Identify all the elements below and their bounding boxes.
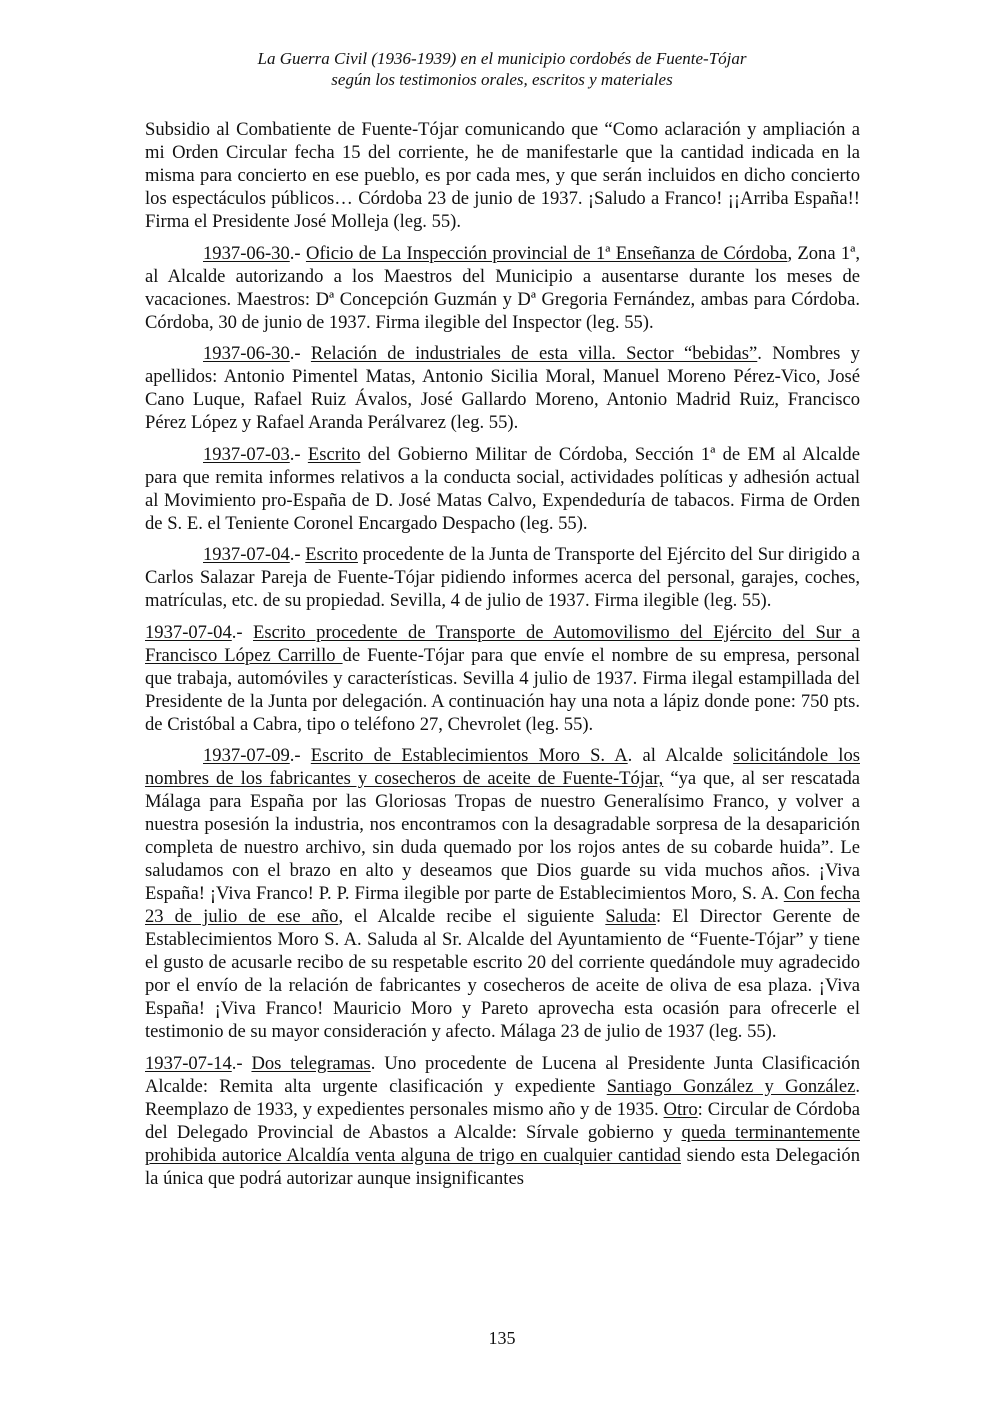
text-run: . Reemplazo de 1933, y expedientes personales mismo año y de 1935.	[145, 1075, 860, 1120]
text-run: .-	[289, 544, 306, 565]
text-run: : Circular de Córdoba del Delegado Provincial de Abastos a Alcalde: Sírvale gobierno y	[145, 1098, 860, 1143]
underlined-text: 1937-06-30	[203, 343, 290, 364]
underlined-text: Oficio de La Inspección provincial de 1ª Enseñanza de Córdoba	[305, 242, 788, 264]
underlined-text: Saluda	[605, 906, 656, 927]
underlined-text: 1937-07-04	[203, 544, 290, 565]
underlined-text: 1937-07-04	[145, 621, 232, 643]
paragraph	[145, 1052, 860, 1190]
body-text	[145, 118, 860, 1198]
running-header	[0, 48, 1004, 90]
text-run: , Zona 1ª, al Alcalde autorizando a los Maestros del Municipio a ausentarse durante los meses de vacaciones. Maestros: Dª Concepción Guzmán y Dª Gregoria Fernández, ambas para Córdoba. Córdoba, 30 de junio de 1937. Firma ilegible del Inspector (leg. 55).	[145, 242, 860, 333]
text-run: .-	[289, 745, 311, 766]
text-run: . al Alcalde	[627, 745, 734, 766]
underlined-text: 1937-07-09	[203, 745, 290, 766]
underlined-text: solicitándole los nombres de los fabricantes y cosecheros de aceite de Fuente-Tójar,	[145, 745, 860, 789]
underlined-text: queda terminantemente prohibida autorice Alcaldía venta alguna de trigo en cualquier cantidad	[145, 1121, 860, 1166]
text-run: .-	[289, 343, 311, 364]
text-run: del Gobierno Militar de Córdoba, Sección 1ª de EM al Alcalde para que remita informes relativos a la conducta social, actividades políticas y adhesión actual al Movimiento pro-España de D. José Matas Calvo, Expendeduría de tabacos. Firma de Orden de S. E. el Teniente Coronel Encargado Despacho (leg. 55).	[145, 443, 860, 534]
underlined-text: Santiago González y González	[606, 1075, 856, 1097]
text-run: Subsidio al Combatiente de Fuente-Tójar comunicando que “Como aclaración y ampliación a mi Orden Circular fecha 15 del corriente, he de manifestarle que la cantidad indicada en la misma para concierto en ese pueblo, es por cada mes, y que serán incluidos en dicho concierto los espectáculos públicos… Córdoba 23 de junio de 1937. ¡Saludo a Franco! ¡¡Arriba España!! Firma el Presidente José Molleja (leg. 55).	[145, 119, 860, 232]
text-run: , el Alcalde recibe el siguiente	[338, 906, 606, 927]
page-number: 135	[488, 1328, 516, 1348]
underlined-text: Escrito	[305, 544, 358, 565]
underlined-text: Escrito de Establecimientos Moro S. A	[310, 745, 628, 766]
text-run: .-	[289, 242, 306, 264]
underlined-text: Relación de industriales de esta villa. Sector “bebidas”	[310, 343, 758, 364]
underlined-text: Escrito	[307, 443, 361, 465]
paragraph	[145, 118, 860, 233]
text-run: . Uno procedente de Lucena al Presidente Junta Clasificación Alcalde: Remita alta urgente clasificación y expediente	[145, 1052, 860, 1097]
underlined-text: Escrito procedente de Transporte de Automovilismo del Ejército del Sur a Francisco López Carrillo	[145, 621, 860, 666]
paragraph	[145, 342, 860, 434]
header-title-line: La Guerra Civil (1936-1939) en el municipio cordobés de Fuente-Tójar	[257, 49, 747, 68]
text-run: siendo esta Delegación la única que podrá autorizar aunque insignificantes	[145, 1144, 860, 1189]
text-run: .-	[289, 443, 308, 465]
text-run: . Nombres y apellidos: Antonio Pimentel Matas, Antonio Sicilia Moral, Manuel Moreno Pérez-Vico, José Cano Luque, Rafael Ruiz Ávalos, José Gallardo Moreno, Antonio Madrid Ruiz, Francisco Pérez López y Rafael Aranda Perálvarez (leg. 55).	[145, 343, 860, 433]
text-run: .-	[231, 1052, 252, 1074]
paragraph	[145, 744, 860, 1043]
text-run: “ya que, al ser rescatada Málaga para España por las Gloriosas Tropas de nuestro Generalísimo Franco, y volver a nuestra posesión la industria, nos encontramos con la desagradable sorpresa de la desaparición completa de nuestro archivo, sin duda quemado por los rojos antes de su cobarde huida”. Le saludamos con el brazo en alto y deseamos que Dios guarde su vida muchos años. ¡Viva España! ¡Viva Franco! P. P. Firma ilegible por parte de Establecimientos Moro, S. A.	[145, 768, 860, 904]
underlined-text: Otro	[663, 1098, 698, 1120]
text-run: de Fuente-Tójar para que envíe el nombre de su empresa, personal que trabaja, automóviles y características. Sevilla 4 julio de 1937. Firma ilegal estampillada del Presidente de la Junta por delegación. A continuación hay una nota a lápiz donde pone: 750 pts. de Cristóbal a Cabra, tipo o teléfono 27, Chevrolet (leg. 55).	[145, 644, 860, 735]
underlined-text: 1937-07-03	[203, 443, 290, 465]
paragraph	[145, 621, 860, 736]
text-run: procedente de la Junta de Transporte del Ejército del Sur dirigido a Carlos Salazar Pareja de Fuente-Tójar pidiendo informes acerca del personal, garajes, coches, matrículas, etc. de su propiedad. Sevilla, 4 de julio de 1937. Firma ilegible (leg. 55).	[145, 544, 860, 611]
paragraph	[145, 242, 860, 334]
paragraph	[145, 543, 860, 612]
underlined-text: 1937-07-14	[145, 1052, 232, 1074]
underlined-text: 1937-06-30	[203, 242, 290, 264]
text-run: .-	[231, 621, 254, 643]
underlined-text: Con fecha 23 de julio de ese año	[145, 883, 860, 927]
text-run: : El Director Gerente de Establecimientos Moro S. A. Saluda al Sr. Alcalde del Ayuntamiento de “Fuente-Tójar” y tiene el gusto de acusarle recibo de su respetable escrito 20 del corriente quedándole muy agradecido por el envío de la relación de fabricantes y cosecheros de aceite de oliva de esa plaza. ¡Viva España! ¡Viva Franco! Mauricio Moro y Pareto aprovecha esta ocasión para ofrecerle el testimonio de su mayor consideración y afecto. Málaga 23 de julio de 1937 (leg. 55).	[145, 906, 861, 1042]
header-subtitle-line: según los testimonios orales, escritos y materiales	[331, 70, 673, 89]
paragraph	[145, 443, 860, 535]
underlined-text: Dos telegramas	[251, 1052, 371, 1074]
